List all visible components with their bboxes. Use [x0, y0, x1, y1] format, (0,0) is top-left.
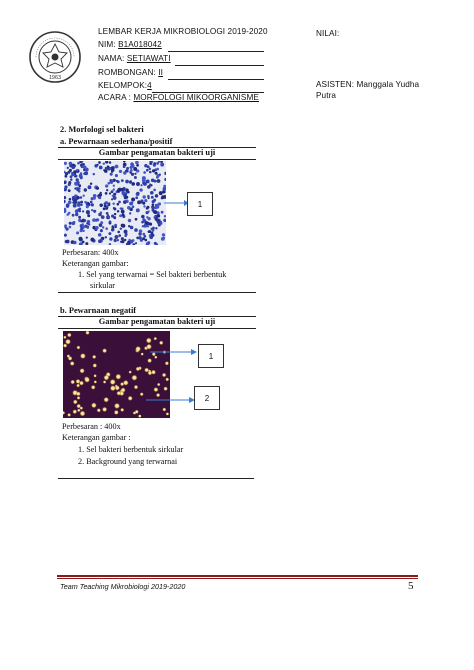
- callout-box-b1: 1: [198, 344, 224, 368]
- logo-year: 1963: [48, 75, 62, 81]
- table-a-header-rule: [58, 159, 256, 160]
- table-b-header: Gambar pengamatan bakteri uji: [98, 317, 216, 326]
- section-a-title: a. Pewarnaan sederhana/positif: [60, 137, 173, 146]
- university-logo: [28, 30, 82, 84]
- rombongan-underline: [168, 79, 264, 80]
- nama-row: [98, 54, 171, 63]
- footer-credit-italic: Team Teaching: [60, 582, 109, 591]
- nama-label: NAMA:: [98, 54, 125, 63]
- nama-underline: [175, 65, 264, 66]
- magnification-a: Perbesaran: 400x: [62, 248, 119, 257]
- acara-label: ACARA :: [98, 93, 132, 102]
- nim-row: [98, 40, 162, 49]
- callout-arrow-b1: [150, 347, 198, 357]
- callout-arrow-b2: [146, 395, 196, 405]
- kelompok-value: 4: [147, 81, 152, 90]
- footer-rule-thin: [57, 578, 418, 579]
- callout-box-b2: 2: [194, 386, 220, 410]
- kelompok-row: [98, 81, 152, 90]
- footer-credit-rest: Mikrobiologi 2019-2020: [108, 582, 186, 591]
- worksheet-title: LEMBAR KERJA MIKROBIOLOGI 2019-2020: [98, 27, 268, 36]
- section-title: 2. Morfologi sel bakteri: [60, 125, 144, 134]
- nim-label: NIM:: [98, 40, 116, 49]
- nim-underline: [168, 51, 264, 52]
- rombongan-value: II: [158, 68, 163, 77]
- magnification-b: Perbesaran : 400x: [62, 422, 121, 431]
- asisten-line-1: ASISTEN: Manggala Yudha: [316, 80, 420, 89]
- note-a-1-cont: sirkular: [90, 281, 116, 290]
- kelompok-label: KELOMPOK:: [98, 81, 148, 90]
- asisten-line-2: Putra: [316, 91, 337, 100]
- footer-credit: [60, 582, 185, 591]
- note-a-1: 1. Sel yang terwarnai = Sel bakteri berbentuk: [78, 270, 227, 279]
- note-b-1: 1. Sel bakteri berbentuk sirkular: [78, 445, 184, 454]
- table-b-header-rule: [58, 328, 256, 329]
- table-a-bottom-rule: [58, 292, 256, 293]
- rombongan-row: [98, 68, 163, 77]
- micrograph-positive-stain: [64, 161, 166, 245]
- notes-label-a: Keterangan gambar:: [62, 259, 129, 268]
- nilai-label: NILAI:: [316, 29, 340, 38]
- page-number: 5: [408, 580, 414, 592]
- nim-value: B1A018042: [118, 40, 162, 49]
- section-b-title: b. Pewarnaan negatif: [60, 306, 137, 315]
- note-b-2: 2. Background yang terwarnai: [78, 457, 178, 466]
- footer-rule: [57, 575, 418, 577]
- callout-box-a: 1: [187, 192, 213, 216]
- rombongan-label: ROMBONGAN:: [98, 68, 156, 77]
- table-b-bottom-rule: [58, 478, 254, 479]
- acara-value: MORFOLOGI MIKOORGANISME: [133, 93, 259, 102]
- table-a-header: Gambar pengamatan bakteri uji: [98, 148, 216, 157]
- acara-row: [98, 93, 259, 102]
- notes-label-b: Keterangan gambar :: [62, 433, 131, 442]
- nama-value: SETIAWATI: [126, 54, 171, 63]
